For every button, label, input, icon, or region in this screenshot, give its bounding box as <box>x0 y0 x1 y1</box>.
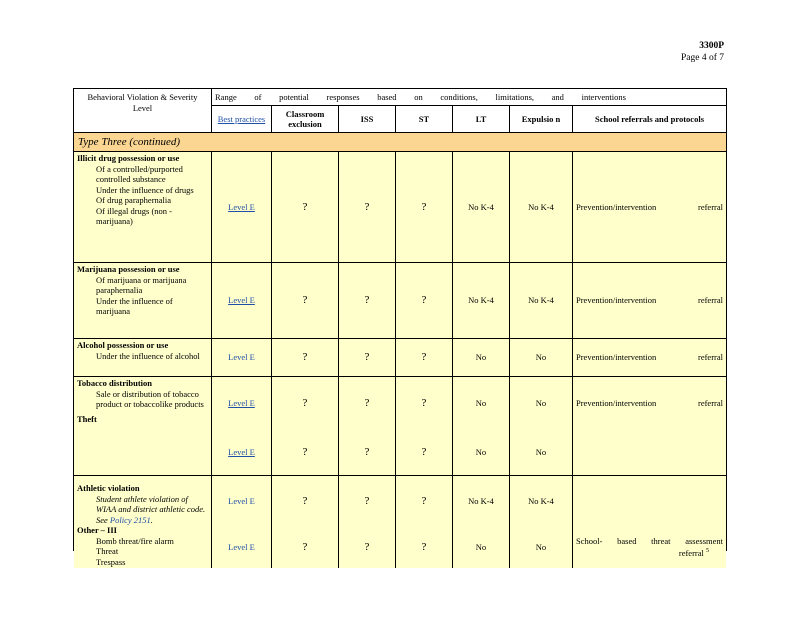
bullet-icon <box>79 557 88 568</box>
bullet-icon <box>79 494 88 526</box>
bullet-text: Of marijuana or marijuana paraphernalia <box>96 274 187 295</box>
lt-cell: No K-4 <box>453 263 510 339</box>
bullet-text: Threat <box>96 546 119 556</box>
cell-value: ? <box>302 540 308 553</box>
range-word: interventions <box>581 91 626 102</box>
range-word: Range <box>215 91 237 102</box>
level-cell <box>212 377 272 476</box>
bullet-text: . <box>150 514 153 525</box>
referral-text: referral <box>697 295 723 306</box>
list-item <box>77 206 208 227</box>
bullet-icon <box>79 195 88 206</box>
referral-text: referral <box>678 547 704 558</box>
bullet-text: Trespass <box>96 556 126 567</box>
type-row: Type Three (continued) <box>74 133 726 152</box>
referral-cell <box>573 152 726 263</box>
range-word: based <box>377 91 397 102</box>
bullet-text: Sale or distribution of tobacco product or tobaccolike products <box>96 388 204 409</box>
list-item <box>77 195 208 206</box>
range-header <box>212 89 726 106</box>
bullet-text: Under the influence of alcohol <box>96 350 200 361</box>
range-word: limitations, <box>495 91 535 102</box>
level-text: Level E <box>228 495 255 506</box>
bullet-icon <box>79 389 88 410</box>
bullet-text: Under the influence of drugs <box>96 184 194 195</box>
bullet-icon <box>79 206 88 227</box>
bullet-icon <box>79 546 88 557</box>
page-number: Page 4 of 7 <box>680 53 724 63</box>
bullet-icon <box>79 296 88 317</box>
referral-text: Prevention/intervention <box>576 397 657 408</box>
referral-cell <box>573 339 726 377</box>
cell-value: No K-4 <box>528 495 554 506</box>
violation-title: Tobacco distribution <box>77 378 153 388</box>
bullet-text: Student athlete violation of WIAA and district athletic code. See <box>96 493 206 525</box>
range-word: potential <box>279 91 309 102</box>
cell-value: No <box>535 446 547 457</box>
policy-link[interactable]: Policy 2151 <box>109 514 151 525</box>
violation-title: Athletic violation <box>77 483 140 493</box>
violation-cell <box>74 152 212 263</box>
violation-cell <box>74 377 212 476</box>
bullet-icon <box>79 164 88 185</box>
expulsion-cell: No <box>510 339 573 377</box>
list-item <box>77 164 208 185</box>
referral-cell <box>573 476 726 568</box>
range-word: conditions, <box>440 91 478 102</box>
list-item <box>77 275 208 296</box>
expulsion-cell <box>510 377 573 476</box>
col-header-expulsion: Expulsio n <box>510 106 573 133</box>
col-header-iss: ISS <box>339 106 396 133</box>
cell-value: ? <box>421 396 427 409</box>
referral-text: School- based threat assessment <box>576 535 723 546</box>
lt-cell <box>453 377 510 476</box>
cell-value: ? <box>421 445 427 458</box>
violation-title: Marijuana possession or use <box>77 264 180 274</box>
cell-value: No <box>475 541 487 552</box>
violation-title: Other – III <box>77 525 117 535</box>
referral-cell <box>573 377 726 476</box>
cell-value: No <box>535 541 547 552</box>
list-item <box>77 296 208 317</box>
cell-value: No <box>535 397 547 408</box>
range-word: on <box>414 91 423 102</box>
cell-value: ? <box>364 445 370 458</box>
col-header-violation: Behavioral Violation & Severity Level <box>74 89 212 133</box>
col-header-lt: LT <box>453 106 510 133</box>
st-cell: ? <box>396 152 453 263</box>
cell-value: No <box>475 446 487 457</box>
st-cell: ? <box>396 263 453 339</box>
cell-value: ? <box>364 494 370 507</box>
referral-text: referral <box>697 201 723 212</box>
bullet-text: Of drug paraphernalia <box>96 195 172 205</box>
cell-value: ? <box>302 445 308 458</box>
best-practices-link[interactable]: Best practices <box>212 106 272 133</box>
lt-cell: No <box>453 339 510 377</box>
list-item <box>77 389 208 410</box>
cell-value: ? <box>302 494 308 507</box>
cell-value: ? <box>364 540 370 553</box>
col-header-classroom: Classroom exclusion <box>272 106 339 133</box>
referral-text: Prevention/intervention <box>576 295 657 306</box>
responses-table <box>73 88 727 567</box>
cell-value: No <box>475 397 487 408</box>
level-text: Level E <box>228 352 255 363</box>
iss-cell: ? <box>339 152 396 263</box>
violation-title: Illicit drug possession or use <box>77 153 180 163</box>
referral-text: Prevention/intervention <box>576 352 657 363</box>
range-word: responses <box>326 91 360 102</box>
expulsion-cell <box>510 476 573 568</box>
list-item <box>77 557 208 568</box>
lt-cell: No K-4 <box>453 152 510 263</box>
cell-value: ? <box>421 494 427 507</box>
classroom-cell: ? <box>272 339 339 377</box>
cell-value: No K-4 <box>468 495 494 506</box>
st-cell <box>396 476 453 568</box>
violation-cell <box>74 476 212 568</box>
violation-cell <box>74 339 212 377</box>
iss-cell: ? <box>339 263 396 339</box>
range-word: of <box>254 91 262 102</box>
list-item <box>77 536 208 547</box>
st-cell <box>396 377 453 476</box>
level-link[interactable]: Level E <box>228 446 255 457</box>
expulsion-cell: No K-4 <box>510 152 573 263</box>
referral-text: referral <box>697 352 723 363</box>
list-item <box>77 351 208 362</box>
footnote-marker: 5 <box>706 548 709 555</box>
bullet-icon <box>79 275 88 296</box>
iss-cell: ? <box>339 339 396 377</box>
expulsion-cell: No K-4 <box>510 263 573 339</box>
bullet-icon <box>79 536 88 547</box>
st-cell: ? <box>396 339 453 377</box>
cell-value: ? <box>421 540 427 553</box>
bullet-text: Under the influence of marijuana <box>96 295 173 316</box>
bullet-icon <box>79 351 88 362</box>
cell-value: ? <box>364 396 370 409</box>
list-item <box>77 185 208 196</box>
list-item <box>77 546 208 557</box>
col-header-referrals: School referrals and protocols <box>573 106 726 133</box>
page-header <box>681 40 724 64</box>
violation-title: Theft <box>77 413 97 424</box>
level-cell <box>212 263 272 339</box>
iss-cell <box>339 377 396 476</box>
bullet-text: Bomb threat/fire alarm <box>96 535 174 546</box>
bullet-text: Of a controlled/purported controlled substance <box>96 163 183 184</box>
classroom-cell: ? <box>272 263 339 339</box>
range-word: and <box>551 91 564 102</box>
classroom-cell <box>272 377 339 476</box>
level-cell <box>212 152 272 263</box>
level-link[interactable]: Level E <box>228 397 255 408</box>
level-link[interactable]: Level E <box>228 201 255 212</box>
list-item <box>77 494 208 526</box>
referral-text: Prevention/intervention <box>576 201 657 212</box>
level-link[interactable]: Level E <box>228 295 255 306</box>
document-code: 3300P <box>699 41 724 51</box>
violation-cell <box>74 263 212 339</box>
classroom-cell: ? <box>272 152 339 263</box>
level-cell <box>212 476 272 568</box>
violation-title: Alcohol possession or use <box>77 340 169 350</box>
level-cell <box>212 339 272 377</box>
bullet-text: Of illegal drugs (non - marijuana) <box>96 205 173 226</box>
referral-cell <box>573 263 726 339</box>
classroom-cell <box>272 476 339 568</box>
cell-value: ? <box>302 396 308 409</box>
col-header-st: ST <box>396 106 453 133</box>
level-text: Level E <box>228 541 255 552</box>
iss-cell <box>339 476 396 568</box>
bullet-icon <box>79 185 88 196</box>
lt-cell <box>453 476 510 568</box>
referral-text: referral <box>697 397 723 408</box>
